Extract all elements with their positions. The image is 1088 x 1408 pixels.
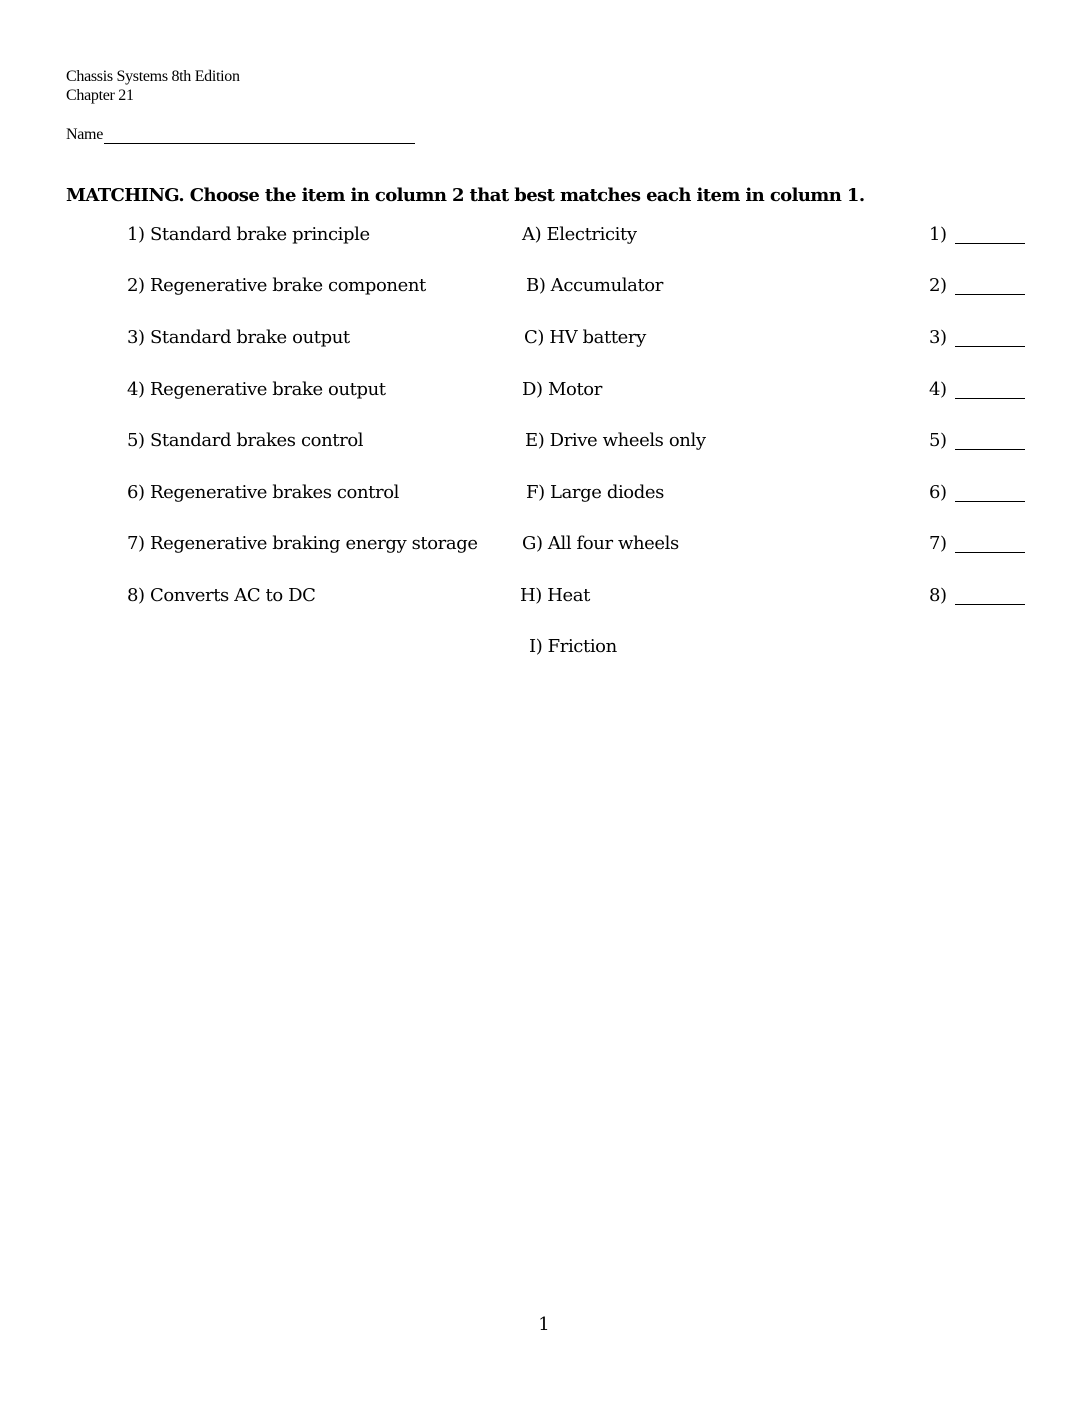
column2-item: E) Drive wheels only <box>525 430 706 451</box>
matching-row <box>0 275 1088 299</box>
column2-item: H) Heat <box>520 585 590 606</box>
answer-blank[interactable] <box>955 552 1025 553</box>
name-field-row <box>66 125 415 144</box>
matching-row <box>0 636 1088 660</box>
column2-item: F) Large diodes <box>526 482 664 503</box>
column1-item: 1) Standard brake principle <box>127 224 370 245</box>
page-number: 1 <box>538 1314 550 1335</box>
answer-number: 7) <box>929 533 947 554</box>
answer-number: 1) <box>929 224 947 245</box>
answer-number: 5) <box>929 430 947 451</box>
matching-row <box>0 327 1088 351</box>
matching-row <box>0 430 1088 454</box>
column1-item: 5) Standard brakes control <box>127 430 364 451</box>
name-label: Name <box>66 126 104 143</box>
answer-number: 8) <box>929 585 947 606</box>
column2-item: D) Motor <box>522 379 602 400</box>
column1-item: 6) Regenerative brakes control <box>127 482 400 503</box>
matching-row <box>0 482 1088 506</box>
answer-number: 6) <box>929 482 947 503</box>
matching-row <box>0 379 1088 403</box>
answer-blank[interactable] <box>955 243 1025 244</box>
matching-row <box>0 585 1088 609</box>
column2-item: I) Friction <box>529 636 617 657</box>
answer-blank[interactable] <box>955 346 1025 347</box>
answer-blank[interactable] <box>955 604 1025 605</box>
column2-item: G) All four wheels <box>522 533 679 554</box>
name-blank-line[interactable] <box>104 125 415 144</box>
book-title: Chassis Systems 8th Edition <box>66 68 240 85</box>
answer-number: 3) <box>929 327 947 348</box>
matching-row <box>0 224 1088 248</box>
column1-item: 4) Regenerative brake output <box>127 379 386 400</box>
document-header <box>66 67 240 105</box>
answer-blank[interactable] <box>955 449 1025 450</box>
column1-item: 8) Converts AC to DC <box>127 585 316 606</box>
matching-row <box>0 533 1088 557</box>
answer-number: 2) <box>929 275 947 296</box>
matching-instructions: MATCHING. Choose the item in column 2 that best matches each item in column 1. <box>66 185 865 206</box>
column1-item: 2) Regenerative brake component <box>127 275 426 296</box>
column1-item: 3) Standard brake output <box>127 327 350 348</box>
answer-number: 4) <box>929 379 947 400</box>
column1-item: 7) Regenerative braking energy storage <box>127 533 478 554</box>
column2-item: C) HV battery <box>524 327 646 348</box>
column2-item: A) Electricity <box>522 224 637 245</box>
answer-blank[interactable] <box>955 501 1025 502</box>
answer-blank[interactable] <box>955 398 1025 399</box>
answer-blank[interactable] <box>955 294 1025 295</box>
column2-item: B) Accumulator <box>526 275 663 296</box>
chapter-label: Chapter 21 <box>66 87 134 104</box>
